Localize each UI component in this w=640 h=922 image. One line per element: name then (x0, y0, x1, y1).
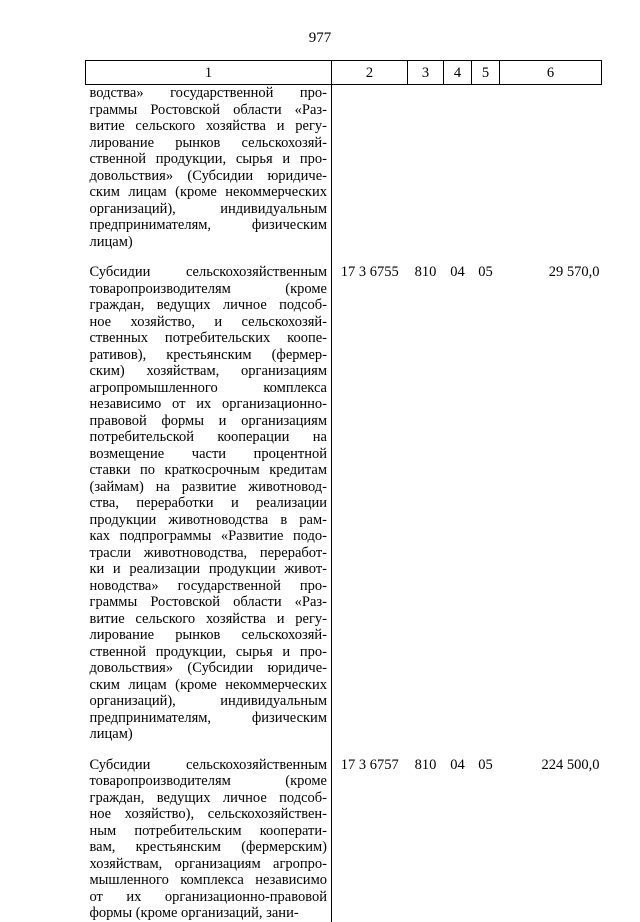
description-line: организаций), индивидуальным (89, 200, 327, 217)
description-line: ства, переработки и реализации (89, 495, 327, 511)
table-row (86, 264, 602, 743)
description-line: ным потребительским кооперати- (89, 822, 327, 839)
row-spacer (86, 743, 602, 757)
description-line: Субсидии сельскохозяйственным (89, 264, 327, 280)
description-line: ки и реализации продукции живот- (89, 561, 327, 577)
row-spacer (86, 250, 602, 264)
description-line: предпринимателям, физическим (89, 217, 327, 233)
description-line: товаропроизводителям (кроме (89, 773, 327, 789)
description-line: граждан, ведущих личное подсоб- (89, 297, 327, 313)
description-line: ским) хозяйствам, организациям (89, 363, 327, 379)
header-col-3: 3 (408, 61, 444, 85)
spacer-cell (500, 743, 602, 757)
description-line: товаропроизводителям (кроме (89, 280, 327, 297)
spacer-cell (332, 250, 408, 264)
table-row (86, 757, 602, 922)
expense-type-cell: 810 (414, 756, 437, 773)
spacer-cell (444, 250, 472, 264)
spacer-cell (500, 250, 602, 264)
description-line: предпринимателям, физическим (89, 709, 327, 726)
subsection-cell: 05 (478, 264, 493, 280)
description-line: продукции животноводства в рам- (89, 511, 327, 528)
target-article-cell: 17 3 6755 (340, 264, 399, 280)
spacer-cell (472, 743, 500, 757)
budget-table (85, 60, 602, 922)
header-col-4: 4 (444, 61, 472, 85)
description-line: потребительской кооперации на (89, 429, 327, 445)
description-line: ственной продукции, сырья и про- (89, 643, 327, 660)
description-line: граждан, ведущих личное подсоб- (89, 789, 327, 806)
description-cell (86, 264, 332, 743)
header-col-2: 2 (332, 61, 408, 85)
description-line: возмещение части процентной (89, 445, 327, 462)
description-line: лицам) (89, 726, 133, 742)
description-line: ное хозяйство), сельскохозяйствен- (89, 806, 327, 822)
description-line: организаций), индивидуальным (89, 693, 327, 709)
description-line: ставки по краткосрочным кредитам (89, 462, 327, 478)
expense-type-cell (408, 85, 444, 251)
description-line: трасли животноводства, переработ- (89, 544, 327, 561)
description-cell (86, 85, 332, 251)
description-line: ративов), крестьянским (фермер- (89, 346, 327, 363)
description-line: агропромышленного комплекса (89, 379, 327, 396)
description-line: (займам) на развитие животновод- (89, 478, 327, 495)
expense-type-cell: 810 (414, 264, 437, 280)
header-col-6: 6 (500, 61, 602, 85)
section-cell (444, 85, 472, 251)
description-line: новодства» государственной про- (89, 577, 327, 594)
table-header-row (86, 61, 602, 85)
description-line: граммы Ростовской области «Раз- (89, 101, 327, 118)
description-line: ственной продукции, сырья и про- (89, 151, 327, 167)
description-line: лирование рынков сельскохозяй- (89, 627, 327, 643)
section-cell: 04 (450, 756, 465, 773)
section-cell: 04 (450, 264, 465, 280)
description-line: хозяйствам, организациям агропро- (89, 855, 327, 872)
spacer-cell (86, 743, 332, 757)
description-line: от их организационно-правовой (89, 888, 327, 905)
description-line: довольствия» (Субсидии юридиче- (89, 660, 327, 676)
description-line: правовой формы и организациям (89, 412, 327, 429)
description-line: Субсидии сельскохозяйственным (89, 756, 327, 773)
description-line: ским лицам (кроме некоммерческих (89, 184, 327, 200)
description-cell (86, 757, 332, 922)
description-line: лирование рынков сельскохозяй- (89, 134, 327, 151)
spacer-cell (332, 743, 408, 757)
description-line: независимо от их организационно- (89, 396, 327, 412)
description-line: мышленного комплекса независимо (89, 872, 327, 888)
table-row (86, 85, 602, 251)
header-col-1: 1 (86, 61, 332, 85)
amount-cell (500, 85, 602, 251)
page-number: 977 (308, 30, 332, 46)
spacer-cell (408, 743, 444, 757)
description-line: водства» государственной про- (89, 85, 327, 101)
description-line: ственных потребительских коопе- (89, 330, 327, 346)
description-line: ках подпрограммы «Развитие подо- (89, 528, 327, 544)
description-line: вам, крестьянским (фермерским) (89, 839, 327, 855)
spacer-cell (86, 250, 332, 264)
subsection-cell (472, 85, 500, 251)
target-article-cell (332, 85, 408, 251)
description-line: ное хозяйство, и сельскохозяй- (89, 313, 327, 330)
header-col-5: 5 (472, 61, 500, 85)
spacer-cell (408, 250, 444, 264)
amount-cell: 224 500,0 (541, 756, 600, 773)
description-line: лицам) (89, 233, 133, 250)
description-line: ским лицам (кроме некоммерческих (89, 676, 327, 693)
description-line: формы (кроме организаций, зани- (89, 905, 299, 921)
target-article-cell: 17 3 6757 (340, 756, 399, 773)
amount-cell: 29 570,0 (548, 264, 600, 280)
description-line: витие сельского хозяйства и регу- (89, 118, 327, 134)
description-line: граммы Ростовской области «Раз- (89, 594, 327, 610)
table-body (86, 85, 602, 922)
description-line: витие сельского хозяйства и регу- (89, 610, 327, 627)
spacer-cell (472, 250, 500, 264)
description-line: довольствия» (Субсидии юридиче- (89, 167, 327, 184)
subsection-cell: 05 (478, 756, 493, 773)
spacer-cell (444, 743, 472, 757)
